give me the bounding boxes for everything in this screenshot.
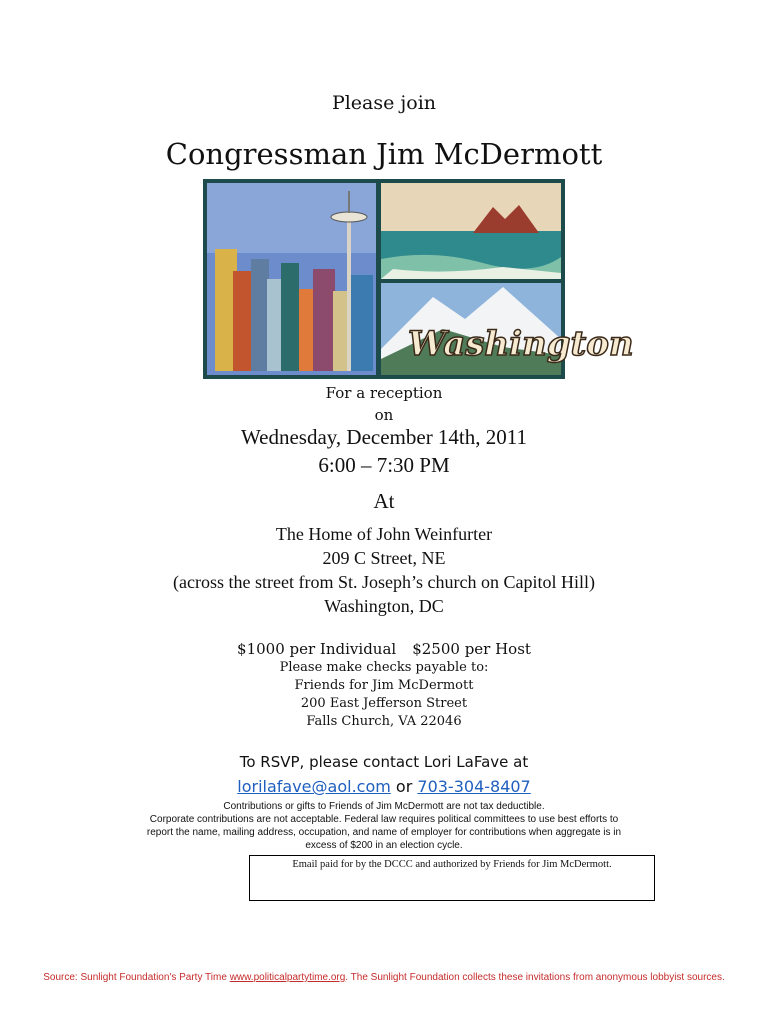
rsvp-email-link[interactable]: lorilafave@aol.com	[237, 777, 391, 796]
source-link[interactable]: www.politicalpartytime.org	[229, 972, 346, 983]
paid-for-box	[249, 855, 655, 901]
intro-text: Please join	[331, 92, 437, 114]
source-suffix: . The Sunlight Foundation collects these invitations from anonymous lobbyist sources.	[345, 972, 725, 983]
rsvp-or: or	[395, 777, 413, 796]
legal-disclaimer	[100, 800, 668, 852]
on-line: on	[374, 406, 394, 424]
legal-line: Corporate contributions are not acceptable. Federal law requires political committees to use best efforts to	[149, 814, 619, 825]
location-street: 209 C Street, NE	[322, 548, 446, 568]
rsvp-intro: To RSVP, please contact Lori LaFave at	[239, 753, 529, 771]
paid-for-text: Email paid for by the DCCC and authorized by Friends for Jim McDermott.	[292, 859, 612, 870]
checks-city: Falls Church, VA 22046	[306, 714, 462, 729]
source-prefix: Source: Sunlight Foundation's Party Time	[43, 972, 230, 983]
washington-postcard-image	[203, 179, 634, 379]
rsvp-contact	[0, 777, 768, 796]
washington-caption: Washington	[408, 324, 634, 364]
price-host: $2500 per Host	[412, 640, 531, 658]
legal-line: report the name, mailing address, occupation, and name of employer for contributions when aggregate is in	[146, 827, 622, 838]
location-city: Washington, DC	[324, 596, 444, 616]
page-title: Congressman Jim McDermott	[165, 137, 603, 171]
price-individual: $1000 per Individual	[237, 640, 397, 658]
location-note: (across the street from St. Joseph’s church on Capitol Hill)	[173, 572, 595, 592]
at-line: At	[373, 489, 395, 513]
legal-line: Contributions or gifts to Friends of Jim McDermott are not tax deductible.	[223, 801, 545, 812]
rsvp-phone-link[interactable]: 703-304-8407	[417, 777, 531, 796]
legal-line: excess of $200 in an election cycle.	[305, 840, 463, 851]
source-footer	[0, 972, 768, 983]
checks-payee: Friends for Jim McDermott	[294, 678, 474, 693]
checks-intro: Please make checks payable to:	[279, 660, 489, 675]
location-host: The Home of John Weinfurter	[275, 524, 493, 544]
event-date: Wednesday, December 14th, 2011	[241, 425, 527, 449]
event-time: 6:00 – 7:30 PM	[318, 453, 450, 477]
reception-line: For a reception	[325, 384, 443, 402]
checks-street: 200 East Jefferson Street	[300, 696, 468, 711]
pricing-line	[0, 640, 768, 658]
